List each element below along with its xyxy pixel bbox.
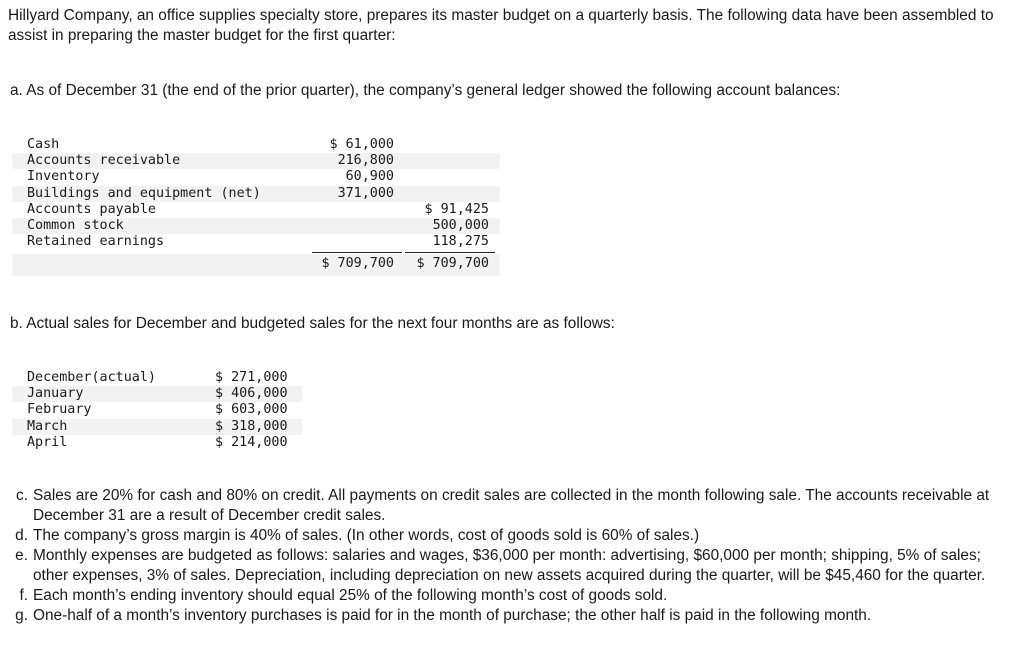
- sales-month-label: December(actual): [27, 370, 156, 385]
- ledger-row: [12, 218, 500, 234]
- sales-amount: $ 406,000: [215, 386, 288, 402]
- sales-row: [12, 370, 302, 386]
- list-item: [8, 606, 1018, 626]
- ledger-row: [12, 137, 500, 153]
- item-text: Monthly expenses are budgeted as follows: salaries and wages, $36,000 per month: advertising, $60,000 per month; shipping, 5% of sales; other expenses, 3% of sales. Depreciation, including depreciation on new assets acquired during the quarter, will be $45,460 for the quarter.: [33, 547, 986, 584]
- ledger-total-row: [12, 254, 500, 276]
- sales-row: [12, 419, 302, 435]
- item-b-text: b. Actual sales for December and budgeted sales for the next four months are as follows:: [10, 315, 615, 332]
- ledger-debit-value: $ 61,000: [329, 137, 394, 152]
- ledger-row: [12, 169, 500, 185]
- item-letter: d.: [15, 527, 28, 544]
- total-debit-rule: [312, 252, 402, 253]
- assumptions-list: [8, 486, 1018, 626]
- sales-amount: $ 271,000: [215, 370, 288, 385]
- item-letter: c.: [16, 487, 28, 504]
- item-letter: g.: [15, 607, 28, 624]
- total-credit-rule: [405, 252, 495, 253]
- item-letter: e.: [15, 547, 28, 564]
- ledger-account-label: Inventory: [27, 169, 100, 185]
- sales-row: [12, 402, 302, 418]
- sales-month-label: March: [27, 418, 68, 434]
- ledger-row: [12, 234, 500, 250]
- ledger-credit-value: 118,275: [432, 234, 489, 250]
- ledger-debit-value: 216,800: [337, 153, 394, 169]
- list-item: [8, 526, 1018, 546]
- sales-amount: $ 214,000: [215, 434, 288, 450]
- sales-table: [12, 370, 302, 451]
- sales-amount: $ 318,000: [215, 418, 288, 434]
- item-text: One-half of a month’s inventory purchases is paid for in the month of purchase; the other half is paid in the following month.: [33, 607, 872, 624]
- ledger-debit-value: 371,000: [337, 185, 394, 201]
- ledger-row: [12, 202, 500, 218]
- ledger-credit-value: $ 91,425: [424, 201, 489, 217]
- item-text: The company’s gross margin is 40% of sales. (In other words, cost of goods sold is 60% of sales.): [33, 527, 700, 544]
- list-item: [8, 586, 1018, 606]
- sales-row: [12, 435, 302, 451]
- ledger-account-label: Common stock: [27, 217, 124, 233]
- item-text: Sales are 20% for cash and 80% on credit. All payments on credit sales are collected in the month following sale. The accounts receivable at December 31 are a result of December credit sales.: [33, 487, 990, 524]
- ledger-row: [12, 153, 500, 169]
- ledger-account-label: Retained earnings: [27, 234, 165, 250]
- ledger-account-label: Cash: [27, 137, 60, 152]
- list-item: [8, 486, 1018, 526]
- sales-month-label: February: [27, 402, 92, 418]
- item-letter: f.: [19, 587, 28, 604]
- ledger-account-label: Accounts payable: [27, 201, 156, 217]
- sales-row: [12, 386, 302, 402]
- list-item: [8, 546, 1018, 586]
- ledger-row: [12, 186, 500, 202]
- ledger-total-credit: $ 709,700: [416, 256, 489, 272]
- intro-paragraph: Hillyard Company, an office supplies specialty store, prepares its master budget on a quarterly basis. The following data have been assembled to assist in preparing the master budget for the first quarter:: [8, 7, 994, 44]
- ledger-account-label: Accounts receivable: [27, 153, 181, 169]
- item-text: Each month’s ending inventory should equal 25% of the following month’s cost of goods sold.: [33, 587, 668, 604]
- ledger-debit-value: 60,900: [345, 169, 394, 185]
- item-a-text: a. As of December 31 (the end of the prior quarter), the company’s general ledger showed the following account balances:: [10, 82, 841, 99]
- ledger-credit-value: 500,000: [432, 217, 489, 233]
- ledger-table: [12, 137, 500, 276]
- ledger-total-debit: $ 709,700: [321, 256, 394, 272]
- sales-month-label: April: [27, 434, 68, 450]
- ledger-account-label: Buildings and equipment (net): [27, 185, 261, 201]
- sales-month-label: January: [27, 386, 84, 402]
- sales-amount: $ 603,000: [215, 402, 288, 418]
